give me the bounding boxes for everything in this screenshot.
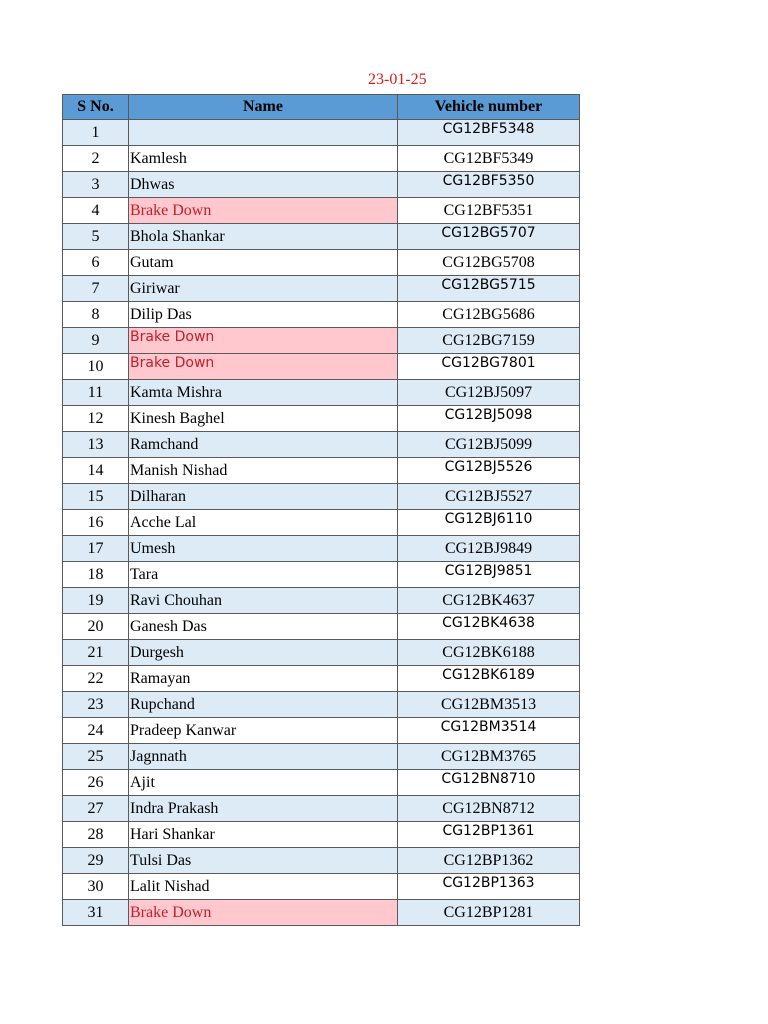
name-cell: Dilharan: [129, 484, 398, 510]
vehicle-number-cell: CG12BN8710: [398, 770, 580, 796]
name-cell: [129, 120, 398, 146]
table-row: [63, 744, 580, 770]
vehicle-number-cell: CG12BK6188: [398, 640, 580, 666]
vehicle-number-cell: CG12BJ5527: [398, 484, 580, 510]
vehicle-number-cell: CG12BN8712: [398, 796, 580, 822]
name-cell: Brake Down: [129, 198, 398, 224]
table-row: [63, 276, 580, 302]
table-row: [63, 224, 580, 250]
name-cell: Ramayan: [129, 666, 398, 692]
name-cell: Acche Lal: [129, 510, 398, 536]
table-row: [63, 874, 580, 900]
vehicle-number-cell: CG12BJ5098: [398, 406, 580, 432]
sno-cell: 8: [63, 302, 129, 328]
vehicle-number-cell: CG12BJ6110: [398, 510, 580, 536]
sno-cell: 14: [63, 458, 129, 484]
header-sno: S No.: [63, 95, 129, 120]
vehicle-number-cell: CG12BP1361: [398, 822, 580, 848]
name-cell: Indra Prakash: [129, 796, 398, 822]
sno-cell: 24: [63, 718, 129, 744]
sno-cell: 16: [63, 510, 129, 536]
sno-cell: 13: [63, 432, 129, 458]
name-cell: Manish Nishad: [129, 458, 398, 484]
name-cell: Kamlesh: [129, 146, 398, 172]
name-cell: Brake Down: [129, 354, 398, 380]
table-row: [63, 848, 580, 874]
table-row: [63, 614, 580, 640]
sno-cell: 6: [63, 250, 129, 276]
name-cell: Lalit Nishad: [129, 874, 398, 900]
table-row: [63, 588, 580, 614]
vehicle-number-cell: CG12BK4637: [398, 588, 580, 614]
vehicle-number-cell: CG12BJ9849: [398, 536, 580, 562]
name-cell: Durgesh: [129, 640, 398, 666]
name-cell: Hari Shankar: [129, 822, 398, 848]
vehicle-number-cell: CG12BJ5526: [398, 458, 580, 484]
table-row: [63, 458, 580, 484]
vehicle-number-cell: CG12BF5350: [398, 172, 580, 198]
name-cell: Tara: [129, 562, 398, 588]
table-row: [63, 562, 580, 588]
vehicle-number-cell: CG12BF5349: [398, 146, 580, 172]
table-row: [63, 822, 580, 848]
vehicle-number-cell: CG12BJ5099: [398, 432, 580, 458]
vehicle-number-cell: CG12BG7159: [398, 328, 580, 354]
name-cell: Ramchand: [129, 432, 398, 458]
table-row: [63, 146, 580, 172]
name-cell: Brake Down: [129, 900, 398, 926]
sno-cell: 23: [63, 692, 129, 718]
sno-cell: 29: [63, 848, 129, 874]
sno-cell: 5: [63, 224, 129, 250]
sno-cell: 28: [63, 822, 129, 848]
vehicle-number-cell: CG12BJ5097: [398, 380, 580, 406]
name-cell: Kinesh Baghel: [129, 406, 398, 432]
name-cell: Tulsi Das: [129, 848, 398, 874]
table-row: [63, 354, 580, 380]
name-cell: Pradeep Kanwar: [129, 718, 398, 744]
name-cell: Jagnnath: [129, 744, 398, 770]
vehicle-number-cell: CG12BG5707: [398, 224, 580, 250]
vehicle-table: [62, 94, 580, 926]
table-row: [63, 328, 580, 354]
vehicle-number-cell: CG12BG7801: [398, 354, 580, 380]
header-name: Name: [129, 95, 398, 120]
table-row: [63, 900, 580, 926]
vehicle-number-cell: CG12BK6189: [398, 666, 580, 692]
table-row: [63, 692, 580, 718]
table-row: [63, 640, 580, 666]
sno-cell: 9: [63, 328, 129, 354]
vehicle-number-cell: CG12BF5348: [398, 120, 580, 146]
table-row: [63, 432, 580, 458]
sno-cell: 19: [63, 588, 129, 614]
sno-cell: 31: [63, 900, 129, 926]
sno-cell: 30: [63, 874, 129, 900]
header-vehicle-number: Vehicle number: [398, 95, 580, 120]
vehicle-number-cell: CG12BK4638: [398, 614, 580, 640]
table-row: [63, 666, 580, 692]
sno-cell: 22: [63, 666, 129, 692]
sno-cell: 17: [63, 536, 129, 562]
table-row: [63, 302, 580, 328]
table-row: [63, 380, 580, 406]
table-body: [63, 120, 580, 926]
vehicle-number-cell: CG12BG5686: [398, 302, 580, 328]
sno-cell: 2: [63, 146, 129, 172]
table-row: [63, 120, 580, 146]
sno-cell: 15: [63, 484, 129, 510]
sno-cell: 18: [63, 562, 129, 588]
name-cell: Rupchand: [129, 692, 398, 718]
sno-cell: 4: [63, 198, 129, 224]
name-cell: Dilip Das: [129, 302, 398, 328]
vehicle-number-cell: CG12BP1281: [398, 900, 580, 926]
sno-cell: 3: [63, 172, 129, 198]
table-row: [63, 250, 580, 276]
name-cell: Gutam: [129, 250, 398, 276]
sno-cell: 1: [63, 120, 129, 146]
sno-cell: 11: [63, 380, 129, 406]
sno-cell: 10: [63, 354, 129, 380]
name-cell: Dhwas: [129, 172, 398, 198]
table-row: [63, 536, 580, 562]
name-cell: Umesh: [129, 536, 398, 562]
name-cell: Ganesh Das: [129, 614, 398, 640]
vehicle-number-cell: CG12BG5715: [398, 276, 580, 302]
name-cell: Bhola Shankar: [129, 224, 398, 250]
table-header-row: [63, 95, 580, 120]
vehicle-number-cell: CG12BM3765: [398, 744, 580, 770]
sno-cell: 21: [63, 640, 129, 666]
name-cell: Giriwar: [129, 276, 398, 302]
table-row: [63, 198, 580, 224]
name-cell: Brake Down: [129, 328, 398, 354]
vehicle-number-cell: CG12BJ9851: [398, 562, 580, 588]
sno-cell: 25: [63, 744, 129, 770]
vehicle-number-cell: CG12BM3513: [398, 692, 580, 718]
sno-cell: 27: [63, 796, 129, 822]
table-row: [63, 484, 580, 510]
sno-cell: 12: [63, 406, 129, 432]
name-cell: Kamta Mishra: [129, 380, 398, 406]
sno-cell: 20: [63, 614, 129, 640]
table-row: [63, 510, 580, 536]
name-cell: Ravi Chouhan: [129, 588, 398, 614]
table-row: [63, 406, 580, 432]
vehicle-number-cell: CG12BP1363: [398, 874, 580, 900]
sno-cell: 26: [63, 770, 129, 796]
sno-cell: 7: [63, 276, 129, 302]
table-row: [63, 172, 580, 198]
vehicle-number-cell: CG12BM3514: [398, 718, 580, 744]
vehicle-number-cell: CG12BG5708: [398, 250, 580, 276]
table-row: [63, 770, 580, 796]
vehicle-number-cell: CG12BP1362: [398, 848, 580, 874]
sheet-date: 23-01-25: [368, 71, 427, 88]
vehicle-number-cell: CG12BF5351: [398, 198, 580, 224]
name-cell: Ajit: [129, 770, 398, 796]
table-row: [63, 796, 580, 822]
table-row: [63, 718, 580, 744]
